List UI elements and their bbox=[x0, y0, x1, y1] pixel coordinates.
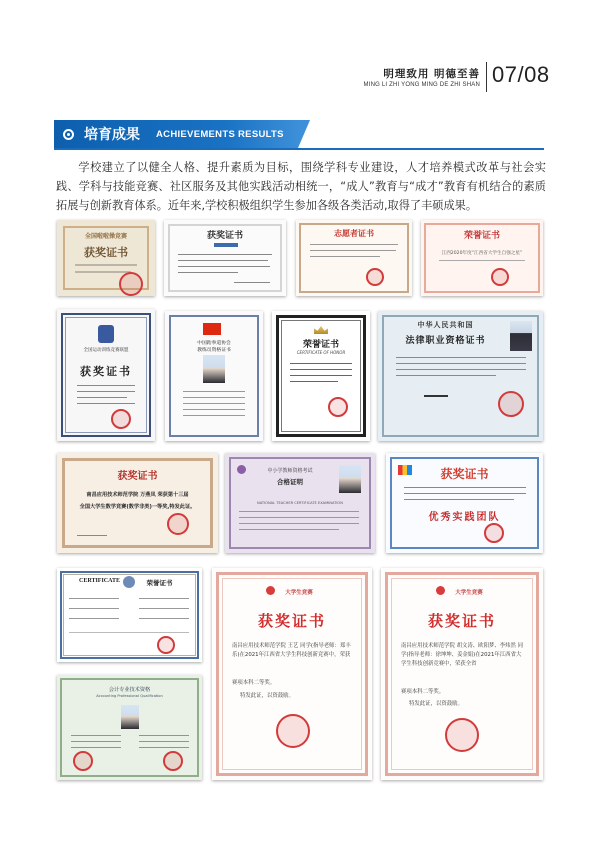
certificate-legal-profession bbox=[378, 311, 543, 441]
cert-title: 会计专业技术资格 bbox=[108, 687, 151, 693]
emblem-icon bbox=[123, 576, 135, 588]
cert-org: 中国跆拳道协会 bbox=[197, 341, 231, 346]
cert-title: 获奖证书 bbox=[206, 231, 243, 241]
cert-line-1: 南昌应用技术师范学院 万燕凤 荣获第十三届 bbox=[86, 492, 189, 498]
header-motto-pinyin: MING LI ZHI YONG MING DE ZHI SHAN bbox=[363, 82, 480, 88]
cert-title: 荣誉证书 bbox=[302, 340, 339, 350]
flag-icon bbox=[203, 323, 221, 335]
certificate-honor bbox=[272, 311, 370, 441]
cert-title: 获奖证书 bbox=[80, 365, 132, 378]
certificate-taekwondo-coach bbox=[165, 311, 263, 441]
portrait-photo bbox=[339, 465, 361, 493]
cert-subtitle: 合格证明 bbox=[277, 478, 303, 486]
portrait-photo bbox=[510, 321, 532, 351]
cert-subtitle: 优秀实践团队 bbox=[428, 512, 501, 523]
cert-title: CERTIFICATE bbox=[78, 578, 121, 584]
certificate-accounting bbox=[57, 675, 202, 780]
certificate-volunteer bbox=[296, 220, 412, 296]
certificate-sports-training bbox=[57, 309, 155, 441]
cert-badge: 全国啦啦操竞赛 bbox=[84, 233, 127, 240]
certificate-award-1 bbox=[164, 220, 286, 296]
cert-subtitle: 法律职业资格证书 bbox=[405, 336, 486, 346]
emblem-icon bbox=[98, 325, 114, 343]
section-title-cn: 培育成果 bbox=[84, 127, 140, 143]
certificate-cheerleading bbox=[57, 220, 155, 296]
certificate-sci-tech-competition-1 bbox=[212, 568, 372, 780]
cert-org: 全国运动训练竞赛联盟 bbox=[83, 348, 129, 353]
header-divider bbox=[486, 62, 487, 92]
cert-body: 南昌应用技术师范学院 胡文涛、欧阳梦、李炜然 同学(指导老师：徐坤坤、姜金娟)在2021年江西省大学生科技创新竞赛中，荣获全省 bbox=[401, 643, 524, 667]
cert-title: 获奖证书 bbox=[84, 246, 128, 259]
cert-title: 荣誉证书 bbox=[463, 231, 500, 241]
cert-body: 南昌应用技术师范学院 王艺 同学(指导老师：郑丰乐)在2021年江西省大学生科技创新竞赛中，荣获 bbox=[232, 643, 351, 658]
cert-title: 获奖证书 bbox=[440, 467, 489, 481]
cert-closing: 特发此证，以资鼓励。 bbox=[409, 701, 463, 707]
section-title-en: ACHIEVEMENTS RESULTS bbox=[156, 129, 284, 140]
cert-en-title: Accounting Professional Qualification bbox=[96, 694, 163, 698]
header-motto: 明理致用 明德至善 bbox=[383, 68, 480, 80]
cert-title: 志愿者证书 bbox=[334, 228, 374, 238]
cert-logo-text: 大学生竞赛 bbox=[285, 590, 313, 596]
cert-en-title: NATIONAL TEACHER CERTIFICATE EXAMINATION bbox=[257, 501, 343, 505]
section-underline bbox=[54, 148, 544, 150]
section-banner-tail bbox=[298, 120, 310, 148]
cert-title: 中小学教师资格考试 bbox=[267, 468, 313, 474]
cert-subtitle: CERTIFICATE OF HONOR bbox=[296, 350, 346, 355]
cert-body-2: 赛项本科二等奖。 bbox=[401, 689, 445, 695]
cert-closing: 特发此证，以资鼓励。 bbox=[240, 693, 294, 699]
cert-logo-text: 大学生竞赛 bbox=[455, 590, 483, 596]
cert-title: 获奖证书 bbox=[427, 612, 496, 630]
certificate-sci-tech-competition-2 bbox=[381, 568, 543, 780]
page-number: 07/08 bbox=[492, 62, 550, 87]
cert-title: 教练员资格证书 bbox=[197, 348, 231, 353]
certificate-english-honor bbox=[57, 568, 202, 662]
portrait-photo bbox=[121, 705, 139, 729]
cert-title: 获奖证书 bbox=[117, 471, 158, 482]
portrait-photo bbox=[203, 355, 225, 383]
cert-body-2: 赛项本科二等奖。 bbox=[232, 680, 276, 686]
cert-title: 获奖证书 bbox=[257, 612, 326, 630]
target-icon bbox=[63, 129, 74, 140]
certificate-math-competition bbox=[57, 453, 218, 553]
cert-body: 江西2020年度“江西省大学生自强之星” bbox=[441, 251, 523, 256]
certificate-practice-team bbox=[386, 453, 543, 553]
cert-line-2: 全国大学生数学竞赛(数学非类)一等奖,特发此证。 bbox=[79, 504, 196, 510]
cert-title: 中华人民共和国 bbox=[417, 320, 474, 329]
intro-paragraph: 学校建立了以健全人格、提升素质为目标，围绕学科专业建设，人才培养模式改革与社会实践、学科与技能竞赛、社区服务及其他实践活动相统一，“成人”教育与“成才”教育有机结合的素质拓展与创新教育体系。近年来,学校积极组织学生参加各级各类活动,取得了丰硕成果。 bbox=[56, 161, 546, 212]
certificate-teacher-exam bbox=[225, 453, 375, 553]
cert-title-cn: 荣誉证书 bbox=[146, 579, 173, 587]
certificate-self-improvement-star bbox=[421, 220, 543, 296]
